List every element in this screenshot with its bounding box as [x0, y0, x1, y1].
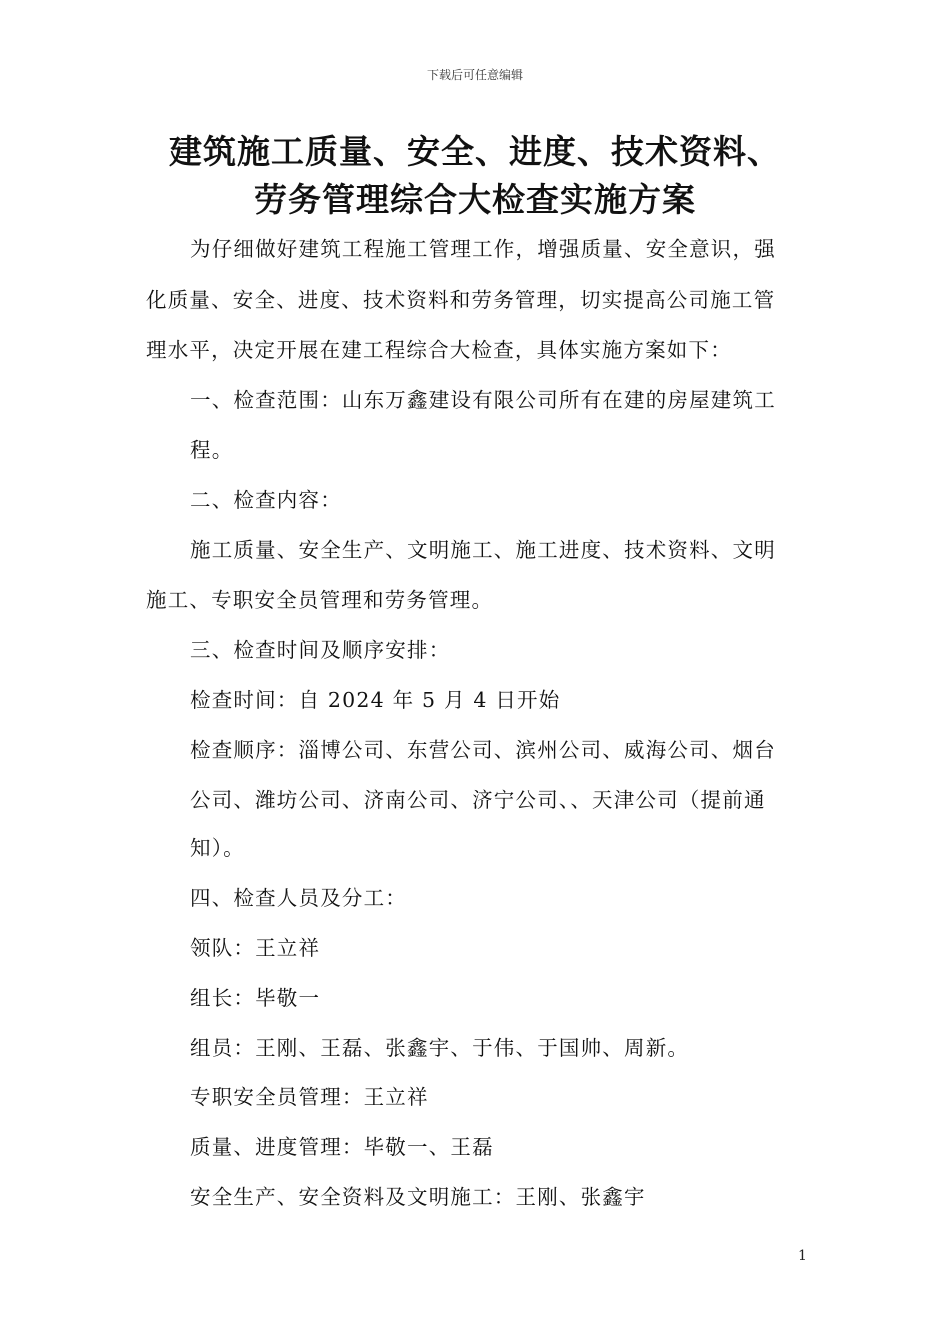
intro-paragraph-line-2: 化质量、安全、进度、技术资料和劳务管理，切实提高公司施工管 [146, 288, 776, 312]
section1-scope-line-1: 一、检查范围：山东万鑫建设有限公司所有在建的房屋建筑工 [190, 388, 776, 412]
safety-officer-management: 专职安全员管理：王立祥 [190, 1085, 429, 1109]
team-leader: 领队：王立祥 [190, 936, 321, 960]
group-members: 组员：王刚、王磊、张鑫宇、于伟、于国帅、周新。 [190, 1036, 690, 1060]
safety-production-management: 安全生产、安全资料及文明施工：王刚、张鑫宇 [190, 1185, 646, 1209]
header-note: 下载后可任意编辑 [426, 68, 523, 82]
inspection-order-line-3: 知）。 [190, 836, 245, 860]
group-leader: 组长：毕敬一 [190, 986, 321, 1010]
section1-scope-line-2: 程。 [190, 438, 234, 462]
inspection-time: 检查时间：自 2024 年 5 月 4 日开始 [190, 688, 561, 712]
section2-content-line-2: 施工、专职安全员管理和劳务管理。 [146, 588, 494, 612]
quality-progress-management: 质量、进度管理：毕敬一、王磊 [190, 1135, 494, 1159]
document-title-line-1: 建筑施工质量、安全、进度、技术资料、 [169, 132, 781, 171]
page-number: 1 [798, 1248, 807, 1264]
inspection-order-line-2: 公司、潍坊公司、济南公司、济宁公司、、天津公司（提前通 [190, 788, 766, 812]
section2-content-line-1: 施工质量、安全生产、文明施工、施工进度、技术资料、文明 [190, 538, 776, 562]
intro-paragraph-line-3: 理水平，决定开展在建工程综合大检查，具体实施方案如下： [146, 338, 732, 362]
section2-heading: 二、检查内容： [190, 488, 342, 512]
section4-heading: 四、检查人员及分工： [190, 886, 407, 910]
section3-heading: 三、检查时间及顺序安排： [190, 638, 451, 662]
intro-paragraph-line-1: 为仔细做好建筑工程施工管理工作，增强质量、安全意识，强 [190, 237, 776, 261]
inspection-order-line-1: 检查顺序：淄博公司、东营公司、滨州公司、威海公司、烟台 [190, 738, 776, 762]
document-title-line-2: 劳务管理综合大检查实施方案 [254, 180, 696, 219]
